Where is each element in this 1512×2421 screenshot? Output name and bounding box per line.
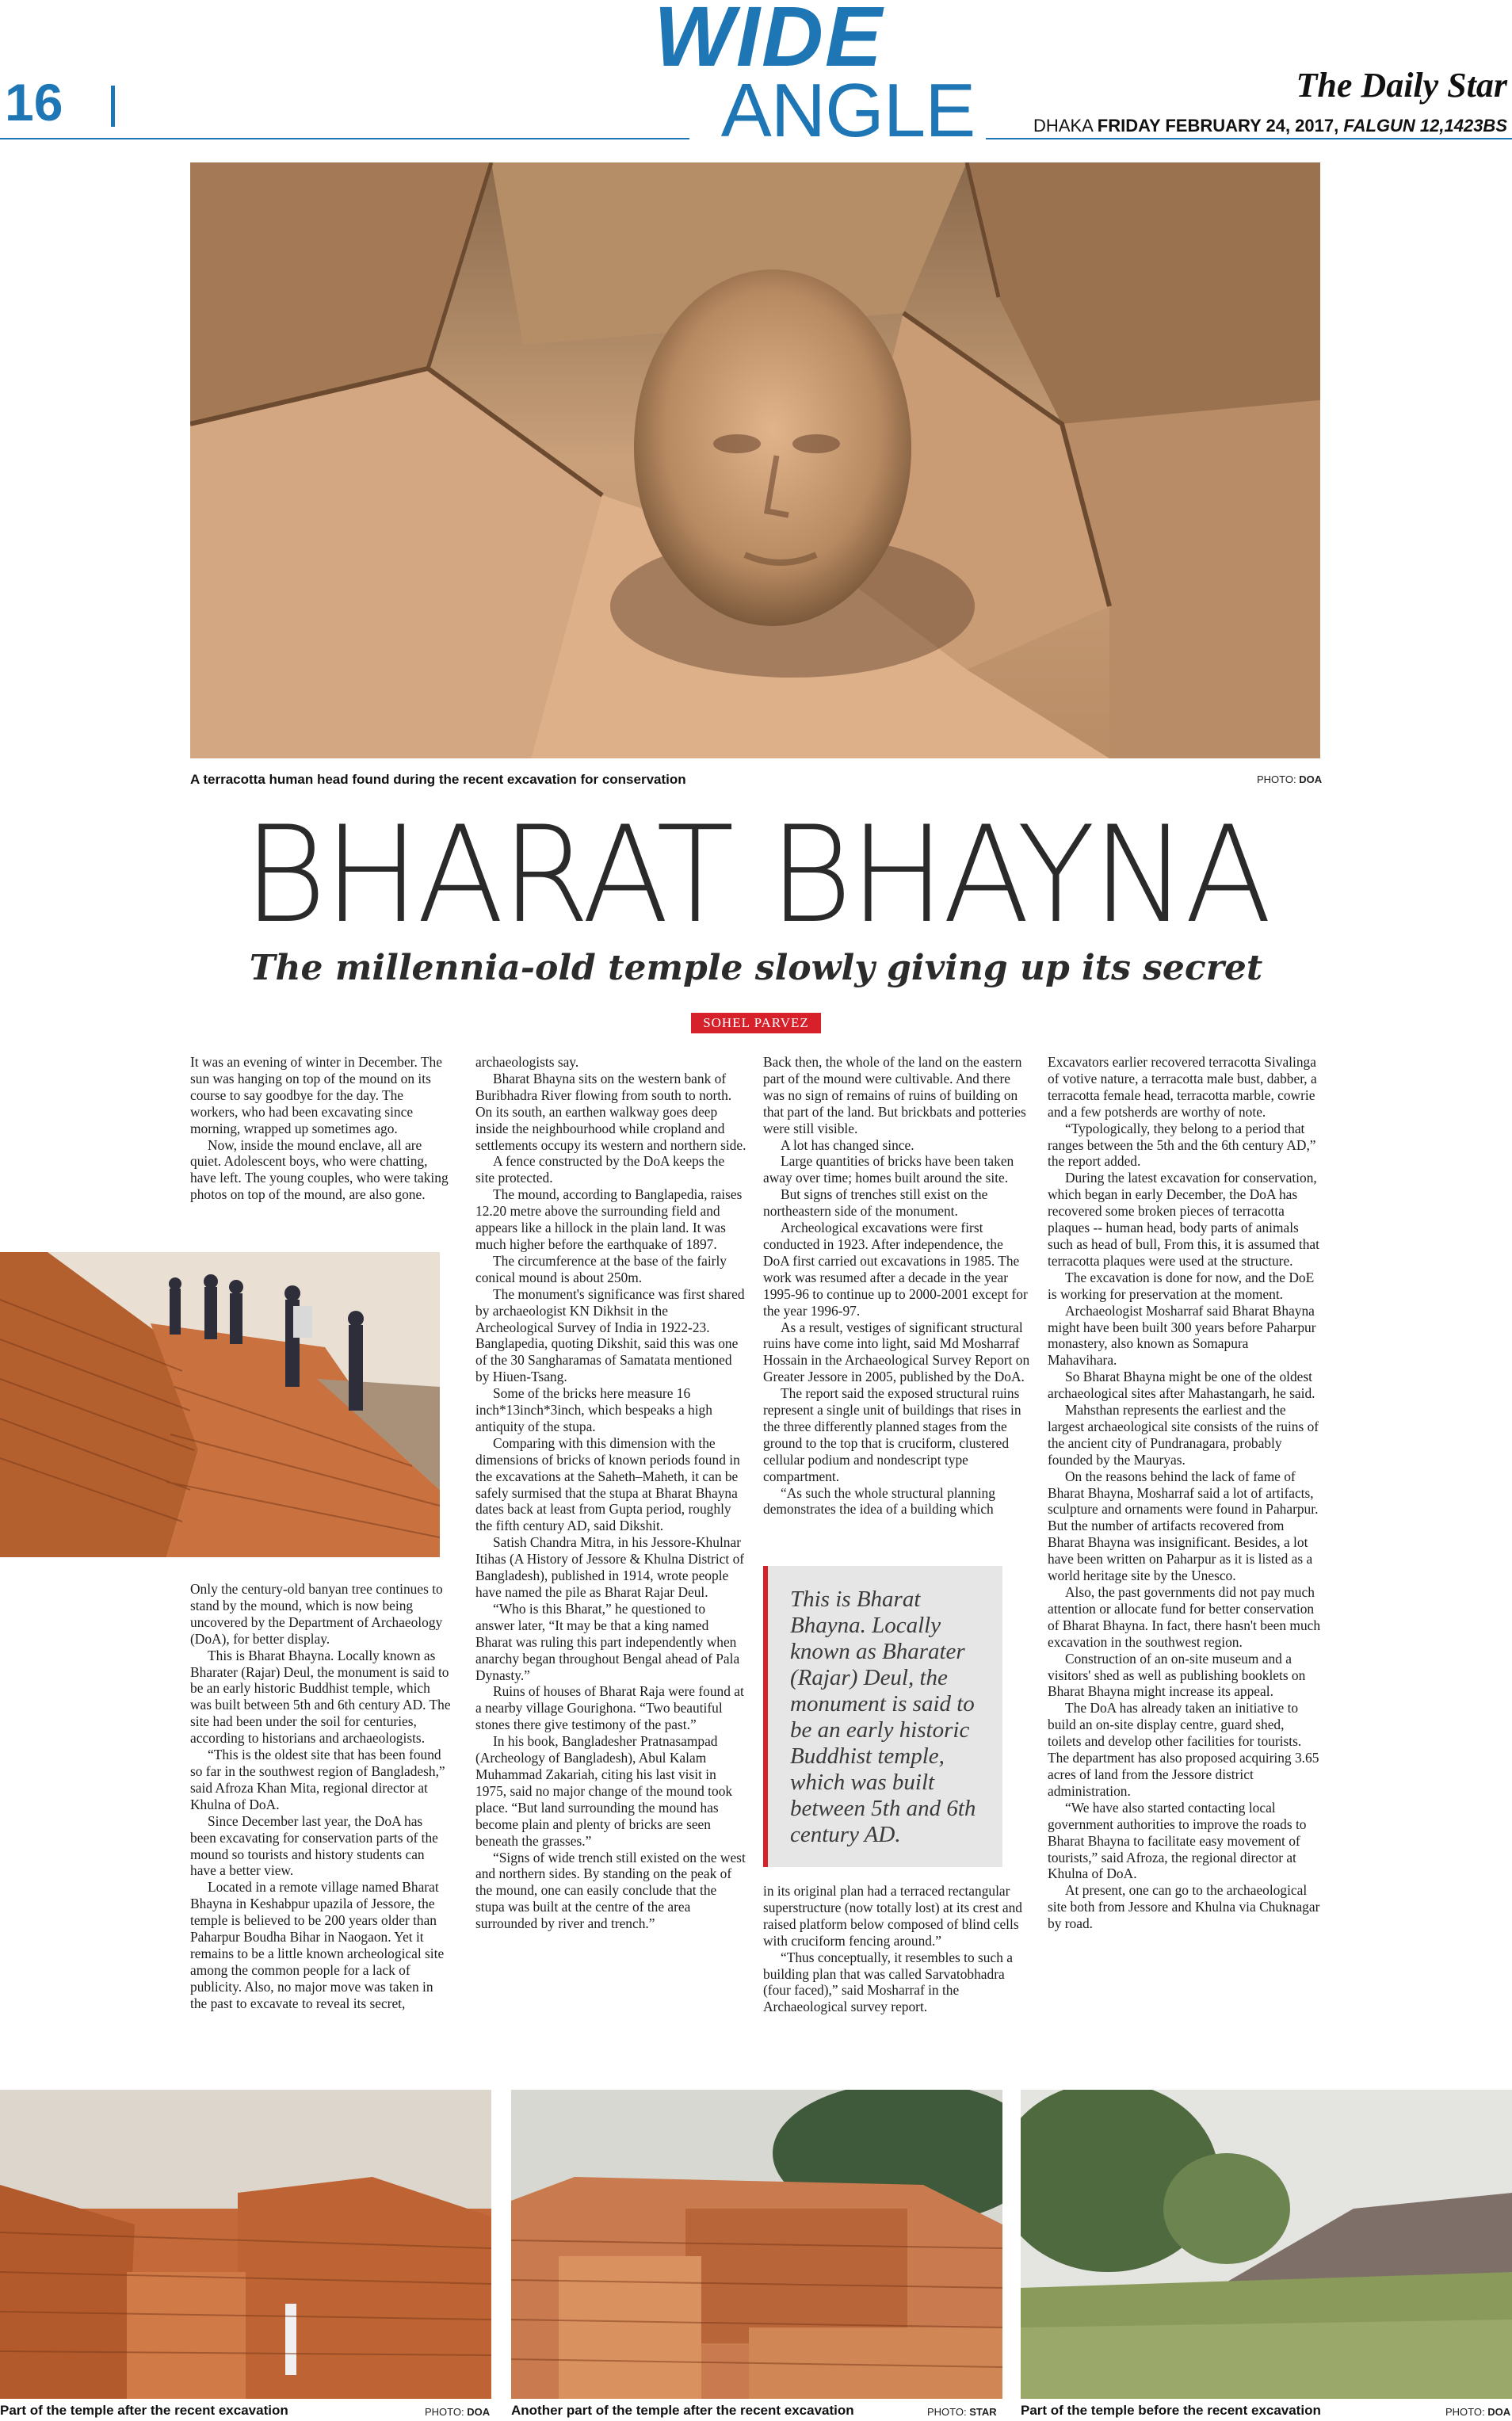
- paragraph: Since December last year, the DoA has been excavating for conservation parts of the mound so tourists and history students can have a better view.: [190, 1812, 438, 1879]
- paragraph: On the reasons behind the lack of fame of Bharat Bhayna, Mosharraf said a lot of artifacts, sculpture and ornaments were found in Paharpur. But the number of artifacts recovered from Bharat Bhayna was insignificant. Besides, a lot have been written on Paharpur as it is listed as a world heritage site by the Unesco.: [1048, 1468, 1319, 1584]
- bottom-caption-2: Another part of the temple after the recent excavation: [511, 2403, 854, 2418]
- hero-photo-credit: [1257, 773, 1322, 785]
- paragraph: Large quantities of bricks have been taken away over time; homes built around the site.: [763, 1153, 1014, 1186]
- hero-caption: A terracotta human head found during the recent excavation for conservation: [190, 772, 686, 787]
- paragraph: During the latest excavation for conservation, which began in early December, the DoA has recovered some broken pieces of terracotta plaques -- human head, body parts of animals such as head of bull, From this, it is assumed that terracotta plaques were used at the structure.: [1048, 1170, 1319, 1269]
- hero-credit-source: DOA: [1299, 773, 1323, 785]
- paragraph: Also, the past governments did not pay much attention or allocate fund for better conservation of Bharat Bhayna. In fact, there hasn't been much excavation in the southwest region.: [1048, 1584, 1321, 1650]
- paragraph: Bharat Bhayna sits on the western bank of Buribhadra River flowing from south to north. On its south, an earthen walkway goes deep inside the neighbourhood while cropland and settlements occupy its western and northern side.: [475, 1070, 746, 1153]
- paragraph: Archaeologist Mosharraf said Bharat Bhayna might have been built 300 years before Paharpur monastery, also known as Somapura Mahavihara.: [1048, 1302, 1316, 1369]
- bottom-caption-3: Part of the temple before the recent excavation: [1021, 2403, 1321, 2418]
- paragraph: Excavators earlier recovered terracotta Sivalinga of votive nature, a terracotta male bust, dabber, a terracotta female head, terracotta marble, cowrie and a few potsherds are worthy of note.: [1048, 1054, 1317, 1120]
- bottom-credit-1-label: PHOTO:: [425, 2406, 464, 2418]
- section-title-wide: WIDE: [654, 0, 884, 84]
- headline: BHARAT BHAYNA: [242, 797, 1270, 953]
- paragraph: The excavation is done for now, and the DoE is working for preservation at the moment.: [1048, 1269, 1315, 1302]
- dateline-bangla-date: FALGUN 12,1423BS: [1343, 116, 1507, 136]
- paragraph: So Bharat Bhayna might be one of the oldest archaeological sites after Mahastangarh, he said.: [1048, 1369, 1315, 1402]
- paragraph: Only the century-old banyan tree continues to stand by the mound, which is now being uncovered by the Department of Archaeology (DoA), for better display.: [190, 1581, 443, 1647]
- article-column-3-top: [763, 1054, 1031, 1518]
- paragraph: “This is the oldest site that has been found so far in the southwest region of Bangladesh,” said Afroza Khan Mita, regional director at Khulna of DoA.: [190, 1747, 445, 1812]
- article-column-2: [475, 1054, 746, 1932]
- paragraph: Now, inside the mound enclave, all are quiet. Adolescent boys, who were chatting, have left. The young couples, who were taking photos on top of the mound, are also gone.: [190, 1136, 449, 1203]
- bottom-credit-2-label: PHOTO:: [927, 2406, 967, 2418]
- bottom-credit-1-source: DOA: [467, 2406, 491, 2418]
- paragraph: The circumference at the base of the fairly conical mound is about 250m.: [475, 1252, 727, 1285]
- paragraph: “Who is this Bharat,” he questioned to answer later, “It may be that a king named Bharat was ruling this part independently when anarchy began throughout Bengal ahead of Pala Dynasty.”: [475, 1600, 740, 1683]
- paragraph: “Typologically, they belong to a period that ranges between the 5th and the 6th century AD,” the report added.: [1048, 1120, 1316, 1170]
- inset-photo-visitors-on-mound: [0, 1252, 440, 1557]
- paragraph: Satish Chandra Mitra, in his Jessore-Khulnar Itihas (A History of Jessore & Khulna District of Bangladesh), published in 1914, wrote people have named the pile as Bharat Rajar Deul.: [475, 1534, 745, 1600]
- bottom-credit-3: [1445, 2406, 1510, 2418]
- bottom-photo-2: [511, 2090, 1002, 2399]
- article-column-1-bottom: [190, 1581, 452, 2012]
- paragraph: “Signs of wide trench still existed on the west and northern sides. By standing on the peak of the mound, one can easily conclude that the stupa was built at the centre of the area surrounded by river and trench.”: [475, 1849, 746, 1932]
- paragraph: Ruins of houses of Bharat Raja were found at a nearby village Gourighona. “Two beautiful stones there give testimony of the past.”: [475, 1683, 744, 1733]
- paragraph: But signs of trenches still exist on the northeastern side of the monument.: [763, 1186, 988, 1220]
- paragraph: Archeological excavations were first conducted in 1923. After independence, the DoA first carried out excavations in 1985. The work was resumed after a decade in the year 1995-96 to continue up to 2000-2001 except for the year 1996-97.: [763, 1220, 1028, 1319]
- paragraph: The report said the exposed structural ruins represent a single unit of buildings that rises in the three differently planned stages from the ground to the top that is cruciform, clustered cellular podium and nondescript type compartment.: [763, 1385, 1021, 1484]
- subheadline: The millennia-old temple slowly giving up its secret: [249, 948, 1263, 988]
- byline: SOHEL PARVEZ: [691, 1013, 821, 1033]
- paragraph: Back then, the whole of the land on the eastern part of the mound were cultivable. And there was no sign of remains of ruins of building on that part of the land. But brickbats and potteries were still visible.: [763, 1054, 1026, 1136]
- paragraph: Some of the bricks here measure 16 inch*13inch*3inch, which bespeaks a high antiquity of the stupa.: [475, 1385, 712, 1434]
- masthead-rule-right: [986, 138, 1512, 139]
- paragraph: The DoA has already taken an initiative to build an on-site display centre, guard shed, toilets and develop other facilities for tourists. The department has also proposed acquiring 3.65 acres of land from the Jessore district administration.: [1048, 1700, 1319, 1799]
- paragraph: “Thus conceptually, it resembles to such a building plan that was called Sarvatobhadra (four faced),” said Mosharraf in the Archaeological survey report.: [763, 1949, 1013, 2015]
- pull-quote: This is Bharat Bhayna. Locally known as Bharater (Rajar) Deul, the monument is said to be an early historic Buddhist temple, which was built between 5th and 6th century AD.: [763, 1566, 1002, 1867]
- newspaper-logo: The Daily Star: [1296, 66, 1507, 105]
- bottom-photo-3: [1021, 2090, 1512, 2399]
- paragraph: This is Bharat Bhayna. Locally known as Bharater (Rajar) Deul, the monument is said to be an early historic Buddhist temple, which was built between 5th and 6th century AD. The site had been under the soil for centuries, according to historians and archaeologists.: [190, 1647, 451, 1747]
- paragraph: In his book, Bangladesher Pratnasampad (Archeology of Bangladesh), Abul Kalam Muhammad Zakariah, citing his last visit in 1975, said no major change of the mound took place. “But land surrounding the mound has become plain and plenty of bricks are seen beneath the grasses.”: [475, 1733, 733, 1849]
- section-title-angle: ANGLE: [720, 68, 976, 153]
- hero-credit-label: PHOTO:: [1257, 773, 1296, 785]
- paragraph: Construction of an on-site museum and a visitors' shed as well as publishing booklets on Bharat Bhayna might increase its appeal.: [1048, 1650, 1306, 1700]
- dateline-city: DHAKA: [1033, 116, 1093, 136]
- bottom-caption-1: Part of the temple after the recent excavation: [0, 2403, 288, 2418]
- paragraph: The mound, according to Banglapedia, raises 12.20 metre above the surrounding field and appears like a hillock in the plain land. It was much higher before the earthquake of 1897.: [475, 1186, 743, 1252]
- article-column-4: [1048, 1054, 1321, 1932]
- paragraph: archaeologists say.: [475, 1054, 579, 1070]
- paragraph: in its original plan had a terraced rectangular superstructure (now totally lost) at its crest and raised platform below composed of blind cells with cruciform fencing around.”: [763, 1883, 1022, 1949]
- bottom-credit-1: [425, 2406, 490, 2418]
- paragraph: Mahsthan represents the earliest and the largest archaeological site consists of the ruins of the ancient city of Pundranagara, probably founded by the Mauryas.: [1048, 1402, 1319, 1468]
- bottom-credit-3-source: DOA: [1487, 2406, 1511, 2418]
- bottom-photo-1: [0, 2090, 491, 2399]
- page-number-divider: [111, 86, 115, 127]
- article-column-1-top: [190, 1054, 452, 1203]
- paragraph: As a result, vestiges of significant structural ruins have come into light, said Md Mosharraf Hossain in the Archaeological Survey Report on Greater Jessore in 2005, published by the DoA.: [763, 1319, 1030, 1385]
- paragraph: “We have also started contacting local government authorities to improve the roads to Bharat Bhayna to facilitate easy movement of tourists,” said Afroza, the regional director at Khulna of DoA.: [1048, 1799, 1307, 1882]
- paragraph: Located in a remote village named Bharat Bhayna in Keshabpur upazila of Jessore, the temple is believed to be 200 years older than Paharpur Boudha Bihar in Naogaon. Yet it remains to be a little known archeological site among the common people for a lack of publicity. Also, no major move was taken in the past to excavate to reveal its secret,: [190, 1879, 445, 2011]
- paragraph: A lot has changed since.: [781, 1136, 914, 1153]
- bottom-credit-3-label: PHOTO:: [1445, 2406, 1485, 2418]
- bottom-credit-2: [927, 2406, 997, 2418]
- paragraph: “As such the whole structural planning demonstrates the idea of a building which: [763, 1484, 995, 1518]
- article-column-3-bottom: [763, 1883, 1031, 2015]
- page-number: 16: [5, 73, 63, 132]
- dateline-date: FRIDAY FEBRUARY 24, 2017,: [1097, 116, 1339, 136]
- masthead-rule-left: [0, 138, 689, 139]
- paragraph: A fence constructed by the DoA keeps the site protected.: [475, 1153, 725, 1186]
- paragraph: At present, one can go to the archaeological site both from Jessore and Khulna via Chuknagar by road.: [1048, 1882, 1320, 1932]
- hero-photo-terracotta-head: [190, 162, 1320, 758]
- dateline: [1033, 116, 1507, 136]
- bottom-credit-2-source: STAR: [969, 2406, 997, 2418]
- paragraph: It was an evening of winter in December. The sun was hanging on top of the mound on its course to say goodbye for the day. The workers, who had been excavating since morning, wrapped up sometimes ago.: [190, 1054, 442, 1136]
- paragraph: The monument's significance was first shared by archaeologist KN Dikhsit in the Archeological Survey of India in 1922-23. Banglapedia, quoting Dikshit, said this was one of the 30 Sangharamas of Samatata mentioned by Hiuen-Tsang.: [475, 1285, 745, 1385]
- paragraph: Comparing with this dimension with the dimensions of bricks of known periods found in the excavations at the Saheth–Maheth, it can be safely surmised that the stupa at Bharat Bhayna dates back at least from Gupta period, roughly the fifth century AD, said Dikshit.: [475, 1434, 740, 1534]
